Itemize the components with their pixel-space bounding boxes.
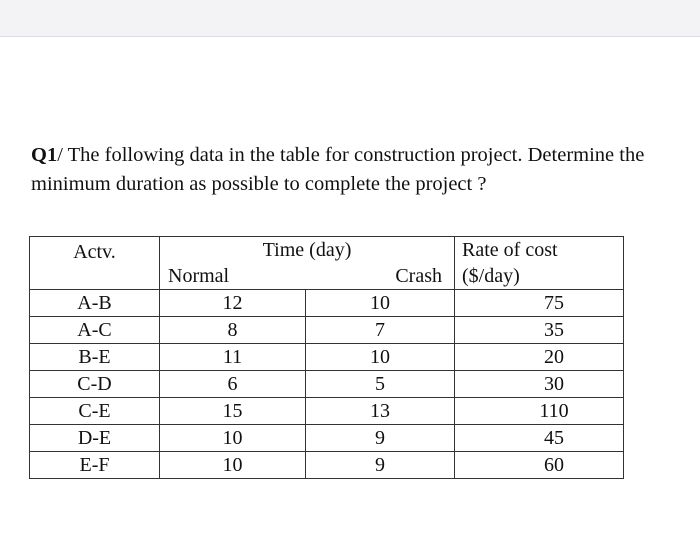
cell-rate-value: 75: [544, 292, 565, 314]
cell-rate-value: 20: [544, 346, 565, 368]
table-row: [30, 344, 624, 371]
cell-normal: 10: [160, 425, 306, 452]
cell-rate-value: 60: [544, 454, 565, 476]
cell-crash: 9: [306, 425, 455, 452]
cell-crash: 7: [306, 317, 455, 344]
cell-normal: 11: [160, 344, 306, 371]
cell-crash: 5: [306, 371, 455, 398]
cell-rate: [455, 371, 624, 398]
cell-crash: 10: [306, 344, 455, 371]
cell-activity: E-F: [30, 452, 160, 479]
cell-activity: C-D: [30, 371, 160, 398]
cell-rate: [455, 344, 624, 371]
cell-crash: 10: [306, 290, 455, 317]
header-crash: Crash: [306, 263, 455, 290]
cell-rate: [455, 290, 624, 317]
cell-rate-value: 30: [544, 373, 565, 395]
cell-rate-value: 45: [544, 427, 565, 449]
cell-normal: 6: [160, 371, 306, 398]
cell-activity: B-E: [30, 344, 160, 371]
cell-crash: 13: [306, 398, 455, 425]
cell-activity: D-E: [30, 425, 160, 452]
table-row: [30, 425, 624, 452]
header-activity: Actv.: [30, 237, 160, 290]
cell-rate: [455, 317, 624, 344]
table-row: [30, 452, 624, 479]
header-rate-line1: Rate of cost: [462, 239, 558, 261]
question-text: [31, 141, 671, 198]
cell-activity: A-B: [30, 290, 160, 317]
cell-normal: 12: [160, 290, 306, 317]
question-number: Q1: [31, 144, 58, 166]
header-time: Time (day): [160, 237, 455, 264]
cell-activity: A-C: [30, 317, 160, 344]
cell-rate: [455, 452, 624, 479]
cell-normal: 10: [160, 452, 306, 479]
cell-rate-value: 35: [544, 319, 565, 341]
header-row-1: [30, 237, 624, 264]
table-row: [30, 371, 624, 398]
cell-activity: C-E: [30, 398, 160, 425]
table-row: [30, 290, 624, 317]
header-normal: Normal: [160, 263, 306, 290]
table-row: [30, 317, 624, 344]
cell-normal: 15: [160, 398, 306, 425]
activity-table: [29, 236, 624, 479]
cell-rate: [455, 425, 624, 452]
header-rate: [455, 237, 624, 290]
top-bar: [0, 0, 700, 37]
cell-rate: [455, 398, 624, 425]
cell-normal: 8: [160, 317, 306, 344]
cell-crash: 9: [306, 452, 455, 479]
table-row: [30, 398, 624, 425]
cell-rate-value: 110: [539, 400, 569, 422]
question-body: / The following data in the table for construction project. Determine the minimum duration as possible to complete the project ?: [31, 144, 645, 195]
header-rate-line2: ($/day): [462, 265, 520, 287]
